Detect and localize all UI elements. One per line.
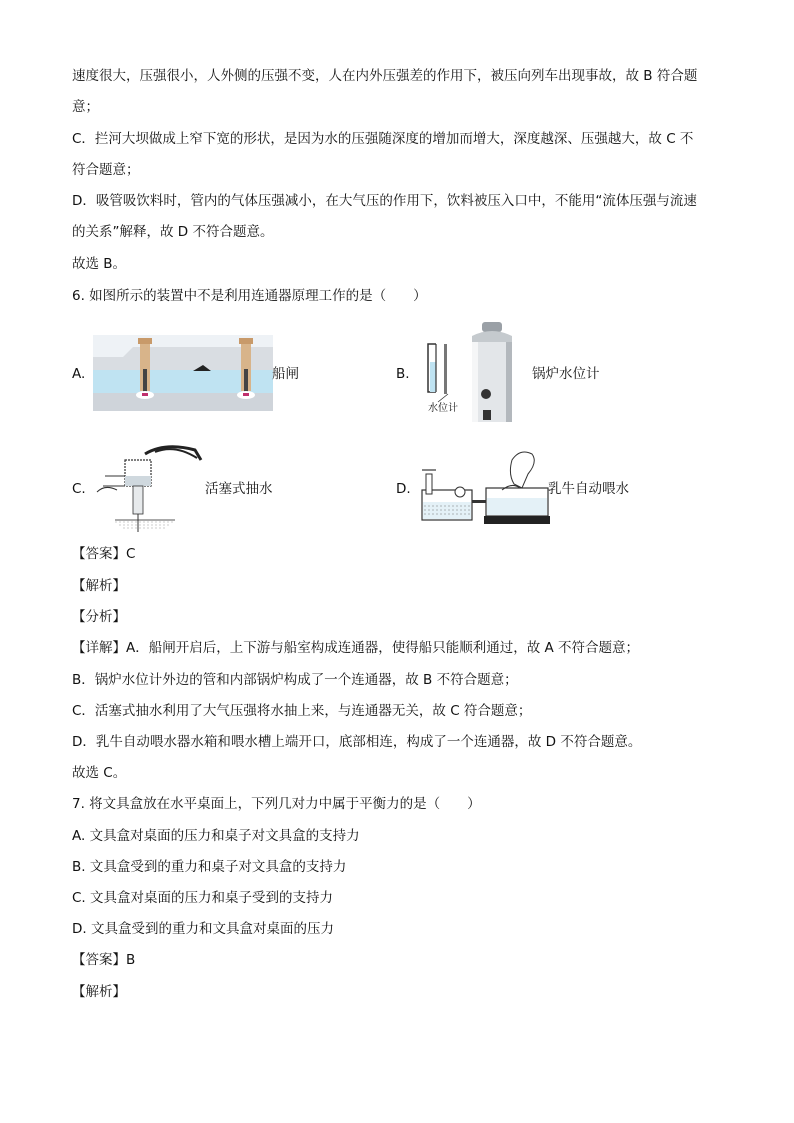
option-a-label: A.	[72, 366, 86, 382]
text-line: 符合题意；	[72, 162, 140, 178]
detail-line: D．乳牛自动喂水器水箱和喂水槽上端开口，底部相连，构成了一个连通器，故 D 不符合题意。	[72, 734, 642, 750]
text-line: 的关系”解释，故 D 不符合题意。	[72, 224, 274, 240]
option-d-caption: 乳牛自动喂水	[548, 481, 629, 497]
choice-d: D. 文具盒受到的重力和文具盒对桌面的压力	[72, 921, 334, 937]
conclusion-line: 故选 C。	[72, 765, 127, 781]
text-line: C．拦河大坝做成上窄下宽的形状，是因为水的压强随深度的增加而增大，深度越深、压强越大，故 C 不	[72, 131, 694, 147]
analysis-label: 【解析】	[72, 578, 126, 594]
analysis-label: 【解析】	[72, 984, 126, 1000]
option-b-label: B.	[396, 366, 410, 382]
answer-label: 【答案】C	[72, 546, 136, 562]
option-a-caption: 船闸	[272, 366, 299, 382]
text-line: 速度很大，压强很小，人外侧的压强不变，人在内外压强差的作用下，被压向列车出现事故，故 B 符合题	[72, 68, 698, 84]
text-line: 故选 B。	[72, 256, 127, 272]
option-c-caption: 活塞式抽水	[205, 481, 273, 497]
choice-c: C. 文具盒对桌面的压力和桌子受到的支持力	[72, 890, 334, 906]
option-c-label: C.	[72, 481, 86, 497]
choice-a: A. 文具盒对桌面的压力和桌子对文具盒的支持力	[72, 828, 360, 844]
ship-lock-figure	[93, 335, 273, 411]
question-7: 7. 将文具盒放在水平桌面上，下列几对力中属于平衡力的是（ ）	[72, 796, 481, 812]
analysis-heading: 【分析】	[72, 609, 126, 625]
option-b-caption: 锅炉水位计	[532, 366, 600, 382]
gauge-label: 水位计	[428, 403, 458, 414]
detail-line: C．活塞式抽水利用了大气压强将水抽上来，与连通器无关，故 C 符合题意；	[72, 703, 532, 719]
text-line: D．吸管吸饮料时，管内的气体压强减小，在大气压的作用下，饮料被压入口中，不能用“流体压强与流速	[72, 193, 697, 209]
choice-b: B. 文具盒受到的重力和桌子对文具盒的支持力	[72, 859, 347, 875]
option-d-label: D.	[396, 481, 411, 497]
text-line: 意；	[72, 99, 99, 115]
detail-line: 【详解】A．船闸开启后，上下游与船室构成连通器，使得船只能顺利通过，故 A 不符合题意；	[72, 640, 640, 656]
answer-label: 【答案】B	[72, 952, 136, 968]
detail-line: B．锅炉水位计外边的管和内部锅炉构成了一个连通器，故 B 不符合题意；	[72, 672, 518, 688]
question-6: 6. 如图所示的装置中不是利用连通器原理工作的是（ ）	[72, 288, 427, 304]
cattle-feeder-figure	[416, 440, 556, 532]
piston-pump-figure	[95, 440, 205, 535]
